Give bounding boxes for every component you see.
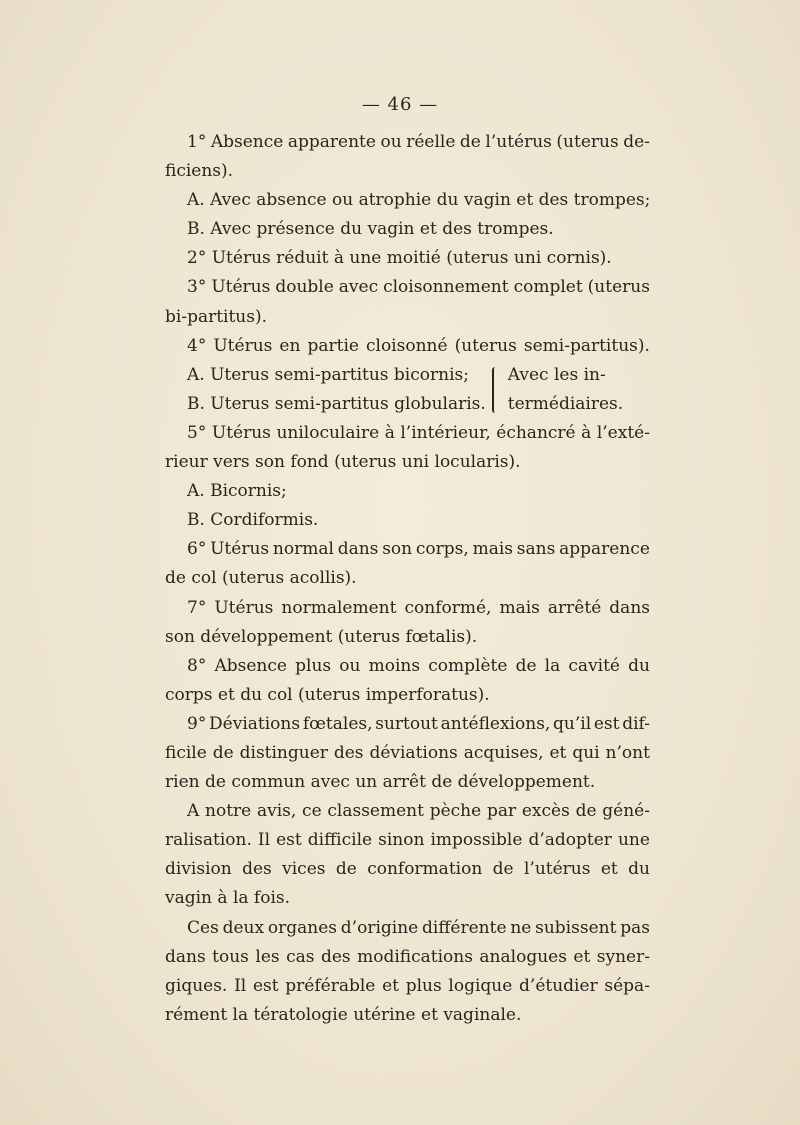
curly-brace-icon	[492, 367, 500, 413]
body-text	[165, 128, 650, 1030]
text-line: rément la tératologie utérine et vaginale.	[165, 1004, 522, 1025]
text-line: 7° Utérus normalement conformé, mais arrêté dans	[187, 597, 650, 618]
text-line: ralisation. Il est difficile sinon impossible d’adopter une	[165, 830, 650, 851]
text-line: Avec les in-	[507, 364, 606, 385]
text-line: A. Bicornis;	[187, 481, 287, 502]
text-line: 6° Utérus normal dans son corps, mais sans apparence	[187, 539, 650, 560]
page-number: — 46 —	[361, 94, 439, 115]
text-line: A notre avis, ce classement pèche par excès de géné-	[187, 801, 650, 822]
text-line: rieur vers son fond (uterus uni locularis).	[165, 452, 521, 473]
text-line: 3° Utérus double avec cloisonnement complet (uterus	[187, 277, 650, 298]
text-line: ficile de distinguer des déviations acquises, et qui n’ont	[165, 742, 650, 763]
text-line: B. Uterus semi-partitus globularis.	[187, 393, 486, 414]
text-line: vagin à la fois.	[165, 888, 291, 909]
text-line: 2° Utérus réduit à une moitié (uterus uni cornis).	[187, 248, 612, 269]
text-line: de col (uterus acollis).	[165, 568, 357, 589]
text-line: rien de commun avec un arrêt de développement.	[165, 772, 596, 793]
text-line: bi-partitus).	[165, 306, 268, 327]
text-line: 5° Utérus uniloculaire à l’intérieur, échancré à l’exté-	[187, 422, 650, 443]
text-line: ficiens).	[165, 161, 234, 182]
text-line: corps et du col (uterus imperforatus).	[165, 684, 490, 705]
text-line: 4° Utérus en partie cloisonné (uterus semi-partitus).	[187, 335, 650, 356]
text-line: termédiaires.	[507, 393, 624, 414]
text-line: dans tous les cas des modifications analogues et syner-	[165, 946, 650, 967]
text-line: Ces deux organes d’origine différente ne subissent pas	[187, 917, 650, 938]
brace-group	[165, 361, 650, 419]
text-line: 8° Absence plus ou moins complète de la cavité du	[187, 655, 650, 676]
text-line: 9° Déviations fœtales, surtout antéflexions, qu’il est dif-	[187, 713, 650, 734]
text-line: A. Avec absence ou atrophie du vagin et des trompes;	[187, 190, 651, 211]
text-line: division des vices de conformation de l’utérus et du	[165, 859, 650, 880]
text-line: 1° Absence apparente ou réelle de l’utérus (uterus de-	[187, 132, 650, 152]
text-line: B. Cordiformis.	[187, 510, 319, 531]
text-line: son développement (uterus fœtalis).	[165, 626, 478, 647]
text-line: B. Avec présence du vagin et des trompes.	[187, 219, 554, 240]
text-line: giques. Il est préférable et plus logique d’étudier sépa-	[165, 975, 650, 996]
text-line: A. Uterus semi-partitus bicornis;	[187, 364, 469, 385]
